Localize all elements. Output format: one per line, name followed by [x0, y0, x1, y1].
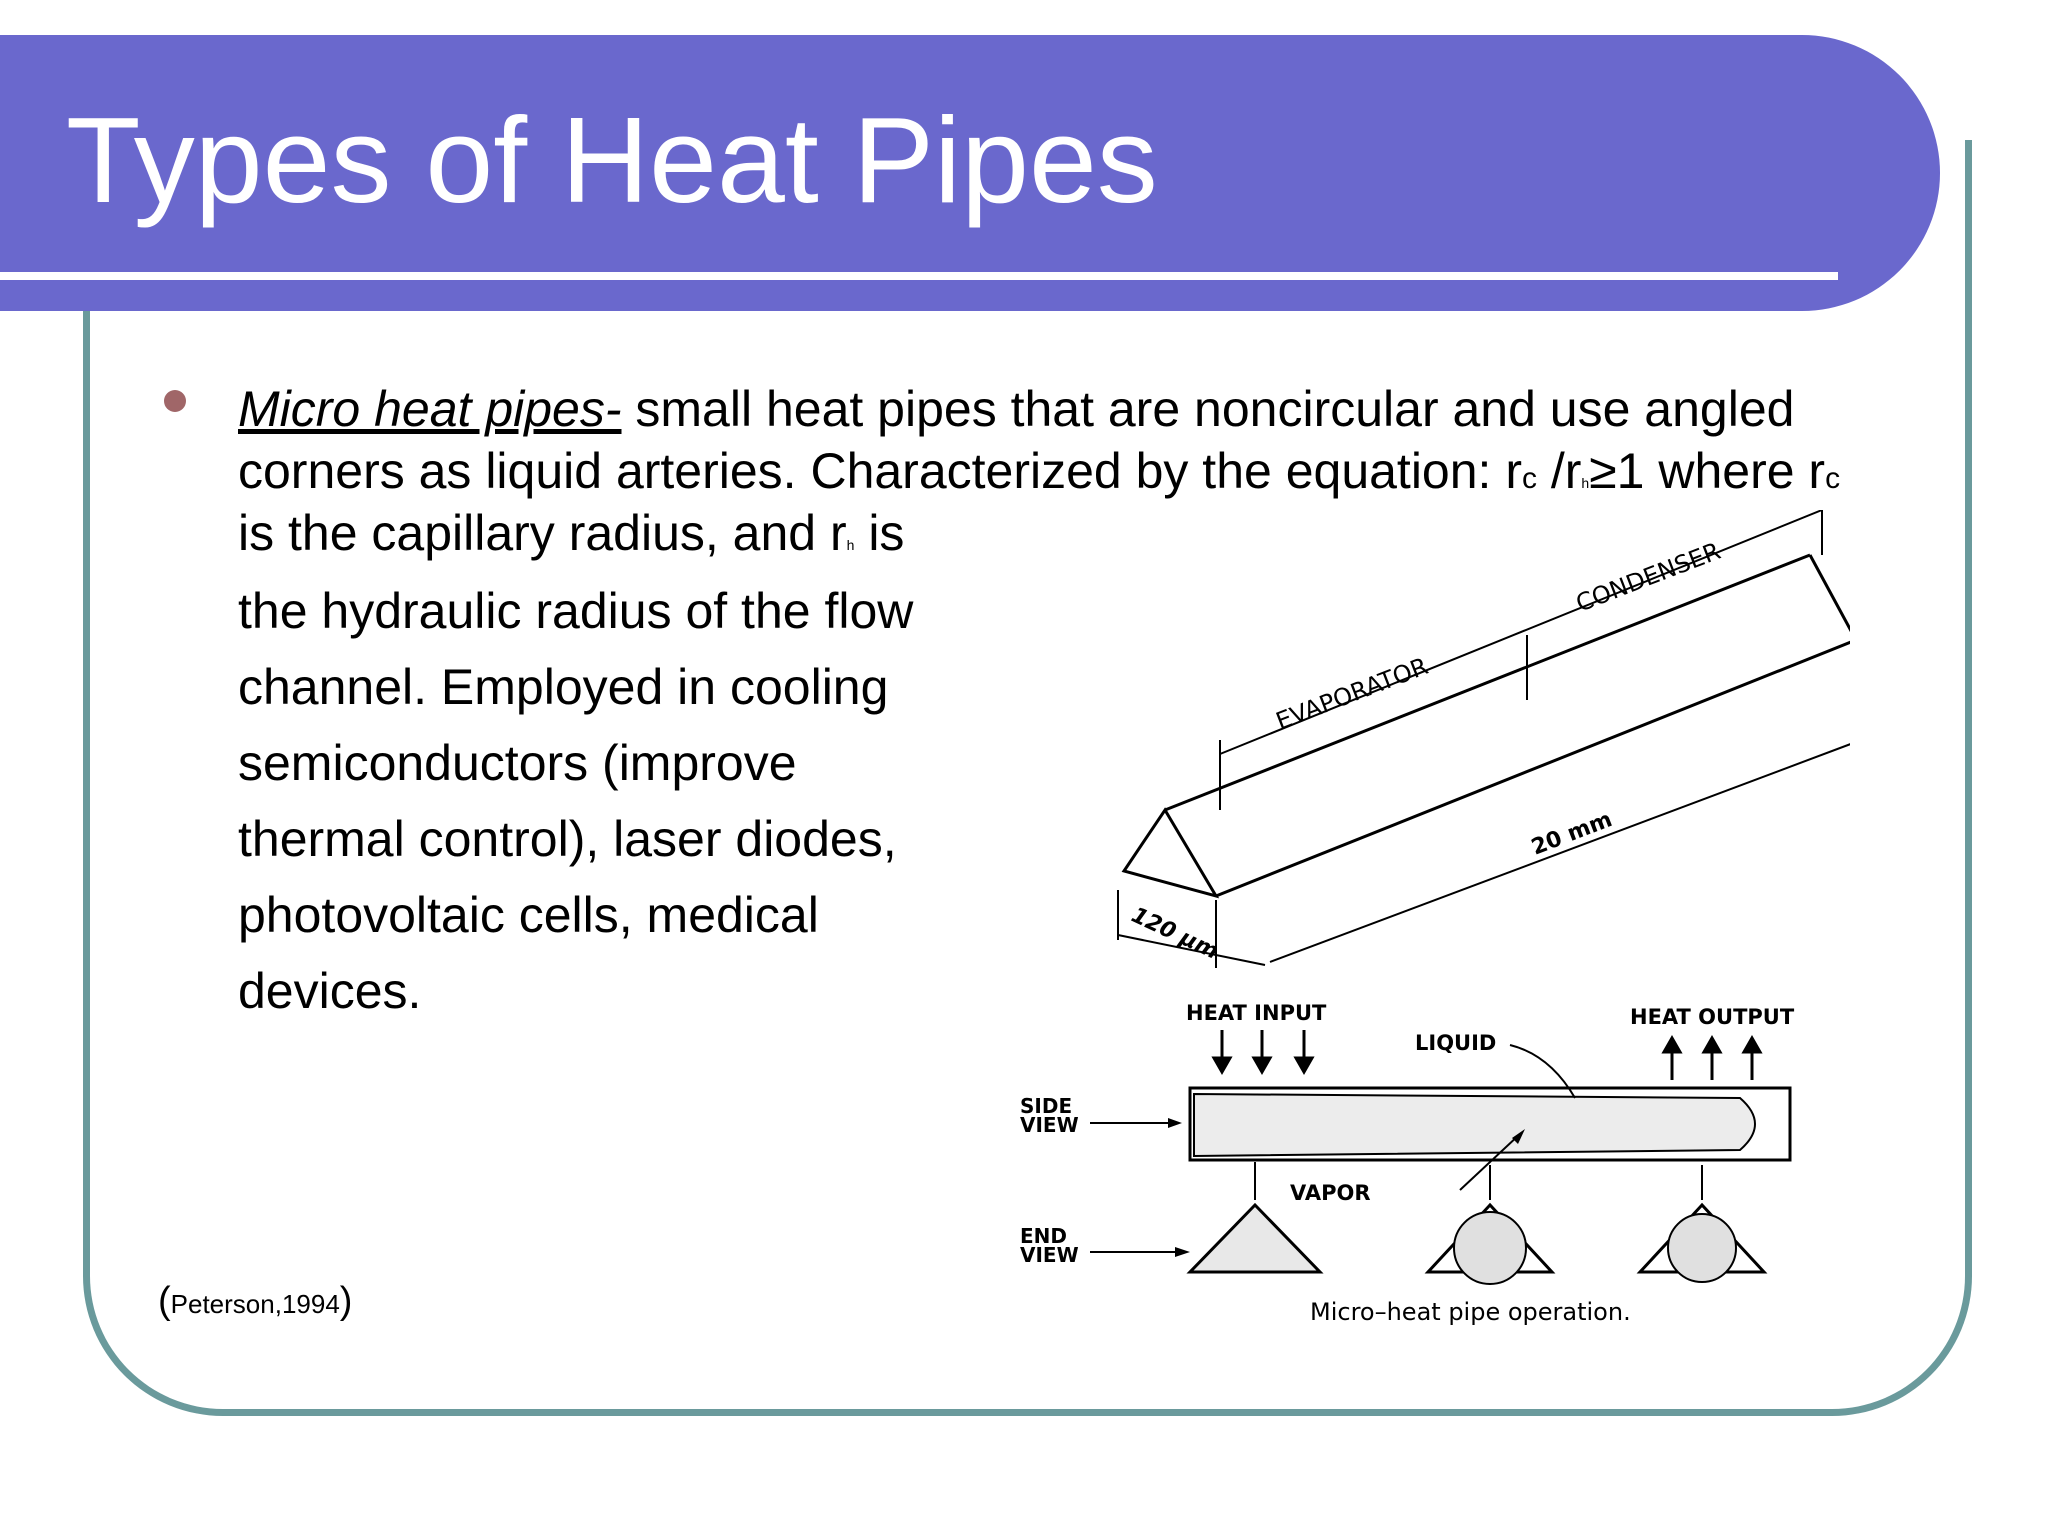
label-condenser: CONDENSER: [1572, 536, 1725, 618]
bullet-line-8: photovoltaic cells, medical: [238, 887, 819, 943]
bullet-line-7: thermal control), laser diodes,: [238, 811, 897, 867]
label-liquid: LIQUID: [1415, 1031, 1497, 1055]
bullet-line-9: devices.: [238, 963, 422, 1019]
label-vapor: VAPOR: [1290, 1181, 1371, 1205]
bullet-line-4: the hydraulic radius of the flow: [238, 583, 914, 639]
bullet-line-3: is the capillary radius, and rh is: [238, 505, 905, 561]
label-heat-input: HEAT INPUT: [1186, 1001, 1327, 1025]
bullet-dot: [164, 390, 186, 412]
prism-illustration: [1118, 510, 1850, 968]
label-length: 20 mm: [1528, 807, 1616, 861]
bullet-line-6: semiconductors (improve: [238, 735, 797, 791]
micro-heat-pipe-diagram: [950, 510, 1850, 1360]
label-end-view-2: VIEW: [1020, 1243, 1079, 1267]
figure-caption: Micro–heat pipe operation.: [1310, 1298, 1631, 1326]
citation: (Peterson,1994): [158, 1280, 353, 1322]
side-view: [1090, 1045, 1790, 1190]
label-end-view-1: END: [1020, 1224, 1068, 1248]
label-evaporator: EVAPORATOR: [1272, 652, 1432, 736]
bullet-line-2: corners as liquid arteries. Characterized by the equation: rc /rh≥1 where rc: [238, 443, 1841, 499]
label-width: 120 μm: [1127, 902, 1223, 965]
end-view: [1090, 1162, 1764, 1284]
label-side-view-2: VIEW: [1020, 1113, 1079, 1137]
bullet-line-5: channel. Employed in cooling: [238, 659, 889, 715]
bullet-line-1: Micro heat pipes- small heat pipes that are noncircular and use angled: [238, 381, 1795, 437]
term-micro-heat-pipes: Micro heat pipes-: [238, 381, 622, 437]
slide-title: Types of Heat Pipes: [66, 92, 1158, 228]
label-side-view-1: SIDE: [1020, 1094, 1073, 1118]
label-heat-output: HEAT OUTPUT: [1630, 1005, 1795, 1029]
title-rule: [0, 272, 1838, 280]
